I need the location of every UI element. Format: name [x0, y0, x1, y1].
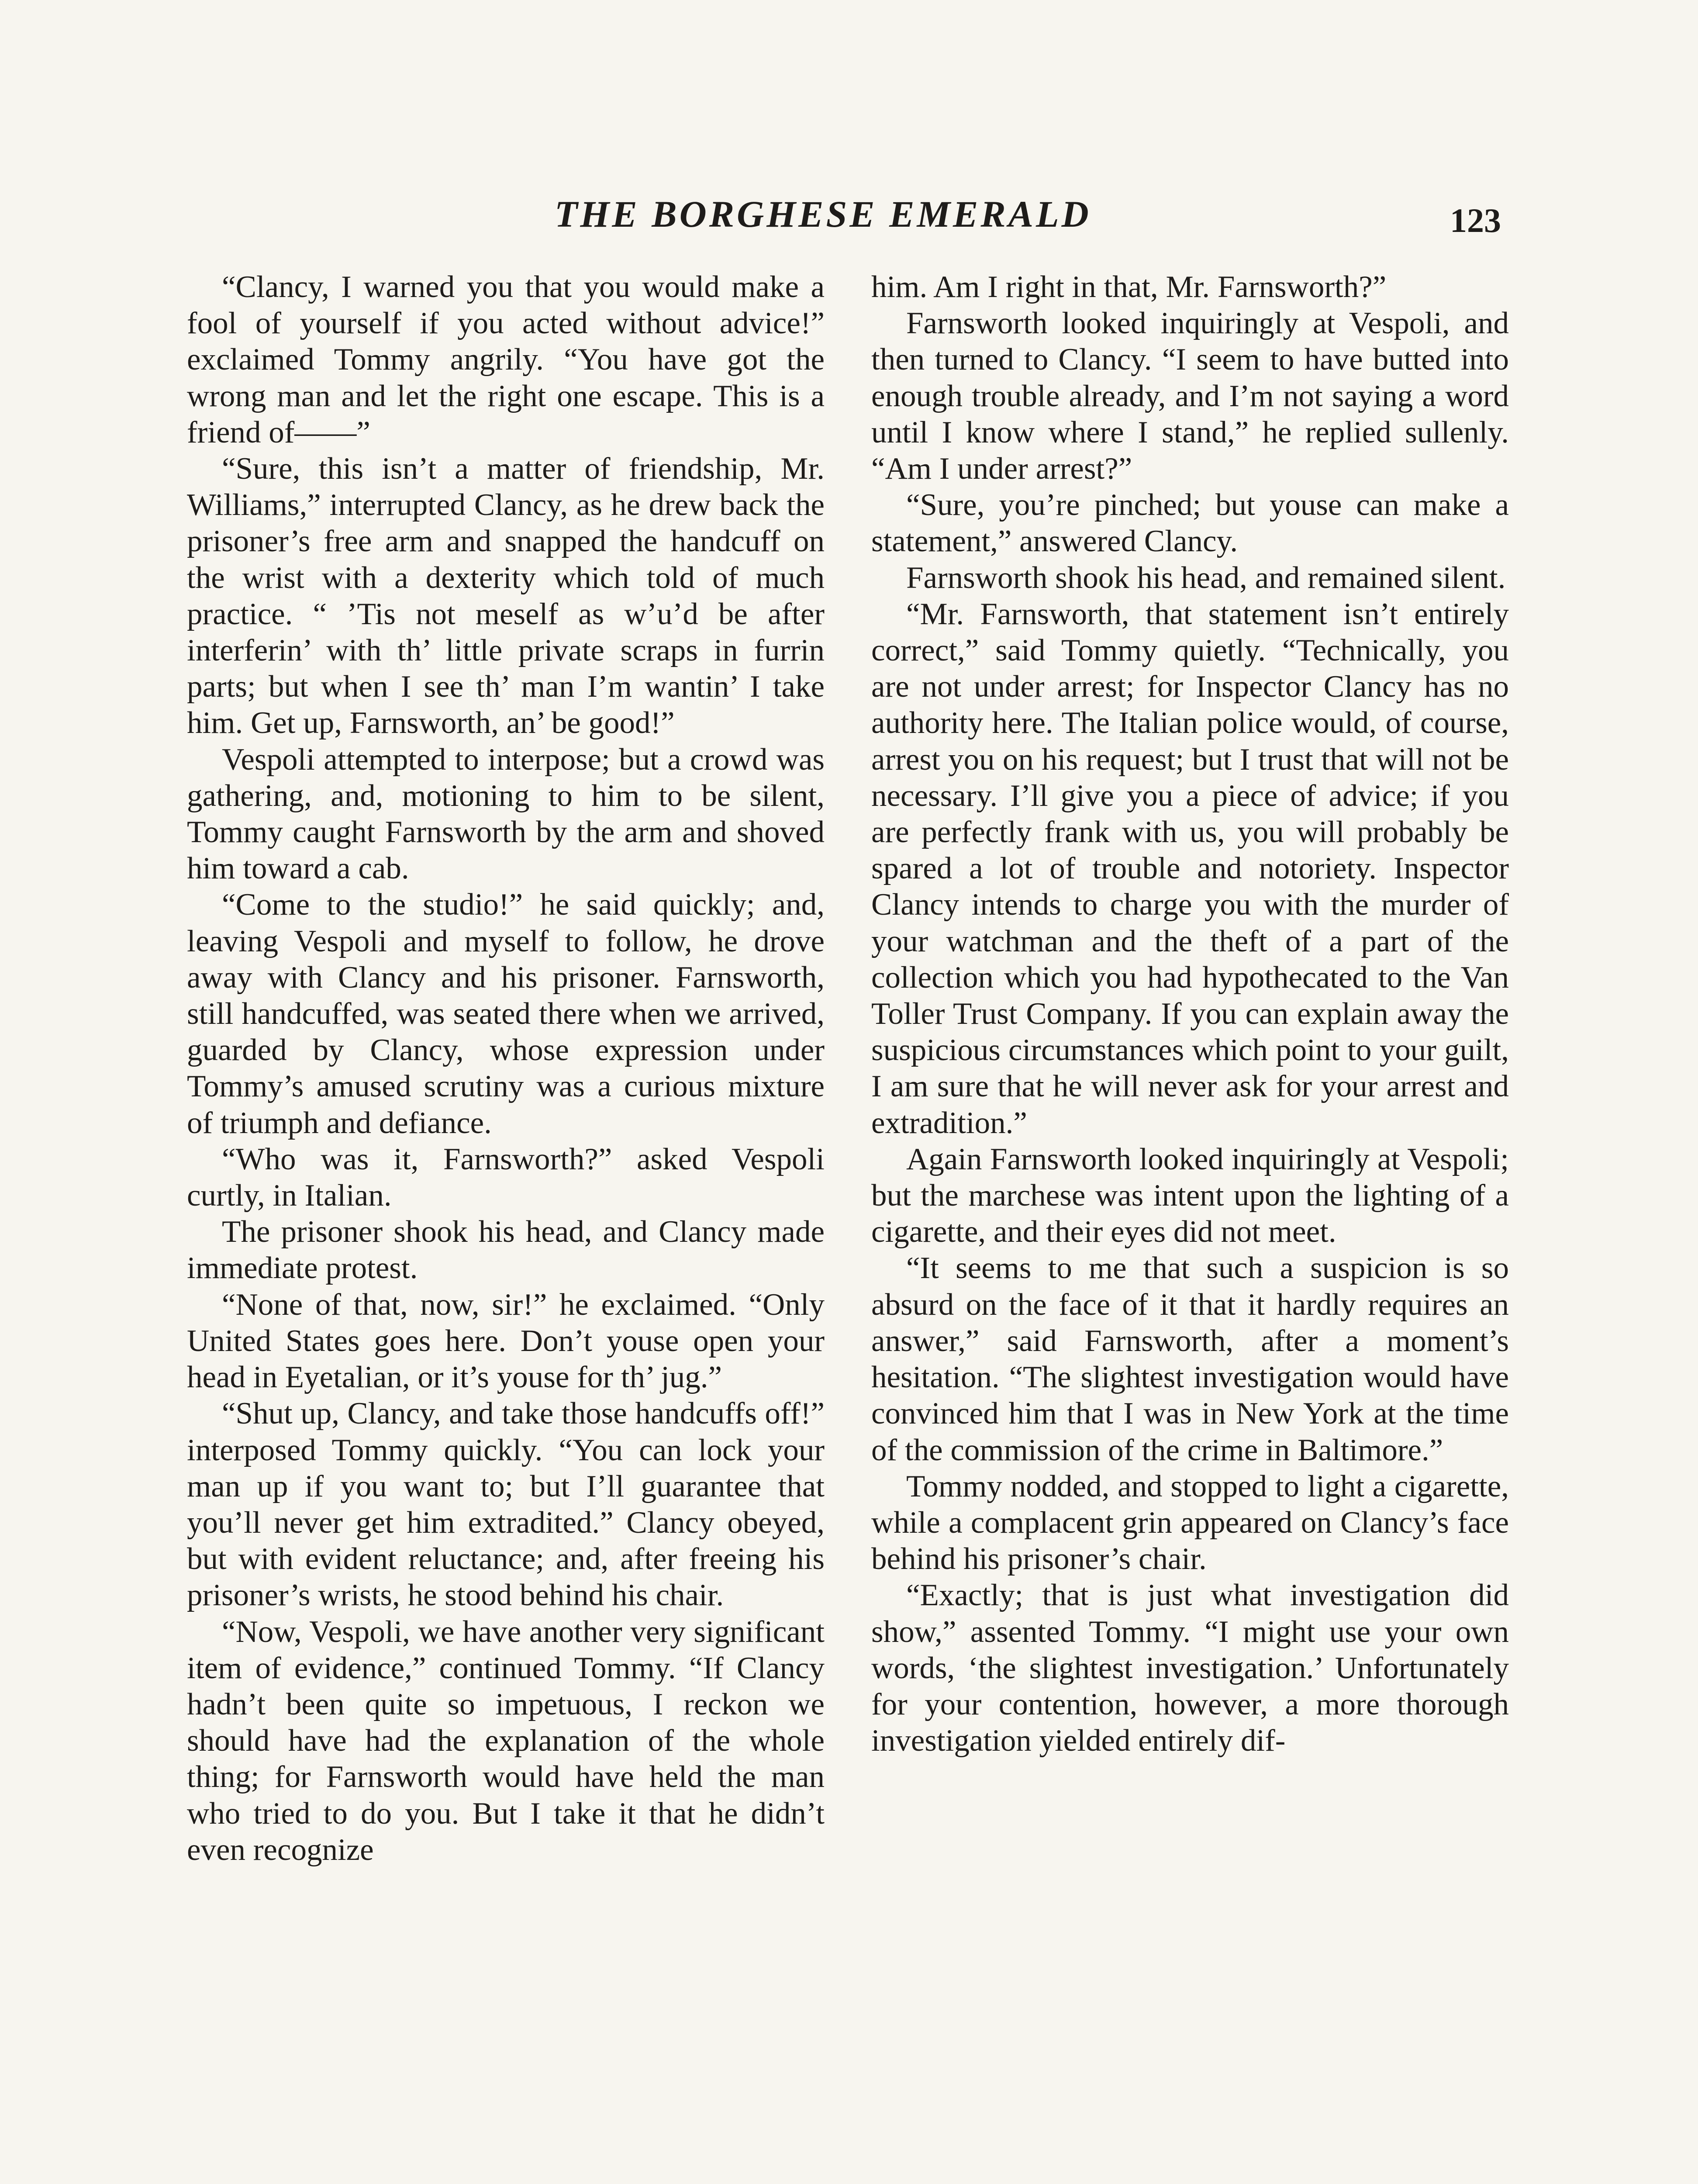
paragraph: “Sure, you’re pinched; but youse can make a statement,” answered Clancy.: [871, 488, 1509, 559]
paragraph: Again Farnsworth looked inquiringly at Vespoli; but the marchese was intent upon the lighting of a cigarette, and their eyes did not meet.: [871, 1142, 1509, 1249]
paragraph: “Mr. Farnsworth, that statement isn’t entirely correct,” said Tommy quietly. “Technically, you are not under arrest; for Inspector Clancy has no authority here. The Italian police would, of course, arrest you on his request; but I trust that will not be necessary. I’ll give you a piece of advice; if you are perfectly frank with us, you will probably be spared a lot of trouble and notoriety. Inspector Clancy intends to charge you with the murder of your watchman and the theft of a part of the collection which you had hypothecated to the Van Toller Trust Company. If you can explain away the suspicious circumstances which point to your guilt, I am sure that he will never ask for your arrest and extradition.”: [871, 597, 1509, 1140]
paragraph: “Shut up, Clancy, and take those handcuffs off!” interposed Tommy quickly. “You can lock your man up if you want to; but I’ll guarantee that you’ll never get him extradited.” Clancy obeyed, but with evident reluctance; and, after freeing his prisoner’s wrists, he stood behind his chair.: [187, 1396, 825, 1613]
paragraph: “Come to the studio!” he said quickly; and, leaving Vespoli and myself to follow, he drove away with Clancy and his prisoner. Farnsworth, still handcuffed, was seated there when we arrived, guarded by Clancy, whose expression under Tommy’s amused scrutiny was a curious mixture of triumph and defiance.: [187, 888, 825, 1140]
paragraph: Farnsworth shook his head, and remained silent.: [906, 560, 1506, 595]
paragraph: Farnsworth looked inquiringly at Vespoli, and then turned to Clancy. “I seem to have butted into enough trouble already, and I’m not saying a word until I know where I stand,” he replied sullenly. “Am I under arrest?”: [871, 306, 1509, 486]
paragraph: The prisoner shook his head, and Clancy made immediate protest.: [187, 1215, 825, 1286]
paragraph: Vespoli attempted to interpose; but a crowd was gathering, and, motioning to him to be silent, Tommy caught Farnsworth by the arm and shoved him toward a cab.: [187, 742, 825, 886]
right-column: [871, 269, 1509, 1759]
paragraph: “Exactly; that is just what investigation did show,” assented Tommy. “I might use your own words, ‘the slightest investigation.’ Unfortunately for your contention, however, a more thorough investigation yielded entirely dif-: [871, 1578, 1509, 1758]
paragraph: “Now, Vespoli, we have another very significant item of evidence,” continued Tommy. “If Clancy hadn’t been quite so impetuous, I reckon we should have had the explanation of the whole thing; for Farnsworth would have held the man who tried to do you. But I take it that he didn’t even recognize: [187, 1614, 825, 1867]
paragraph: Tommy nodded, and stopped to light a cigarette, while a complacent grin appeared on Clancy’s face behind his prisoner’s chair.: [871, 1469, 1509, 1576]
paragraph: “It seems to me that such a suspicion is so absurd on the face of it that it hardly requires an answer,” said Farnsworth, after a moment’s hesitation. “The slightest investigation would have convinced him that I was in New York at the time of the commission of the crime in Baltimore.”: [871, 1251, 1509, 1467]
running-title: THE BORGHESE EMERALD: [555, 193, 1091, 235]
paragraph: “Clancy, I warned you that you would make a fool of yourself if you acted without advice!” exclaimed Tommy angrily. “You have got the wrong man and let the right one escape. This is a friend of——”: [187, 270, 825, 449]
page-number: 123: [1450, 201, 1501, 239]
paragraph: “Sure, this isn’t a matter of friendship, Mr. Williams,” interrupted Clancy, as he drew back the prisoner’s free arm and snapped the handcuff on the wrist with a dexterity which told of much practice. “ ’Tis not meself as w’u’d be after interferin’ with th’ little private scraps in furrin parts; but when I see th’ man I’m wantin’ I take him. Get up, Farnsworth, an’ be good!”: [187, 452, 825, 740]
paragraph: “Who was it, Farnsworth?” asked Vespoli curtly, in Italian.: [187, 1142, 825, 1213]
paragraph: “None of that, now, sir!” he exclaimed. “Only United States goes here. Don’t youse open your head in Eyetalian, or it’s youse for th’ jug.”: [187, 1287, 825, 1395]
left-column: [187, 269, 825, 1868]
paragraph-continuation: him. Am I right in that, Mr. Farnsworth?”: [871, 270, 1387, 304]
